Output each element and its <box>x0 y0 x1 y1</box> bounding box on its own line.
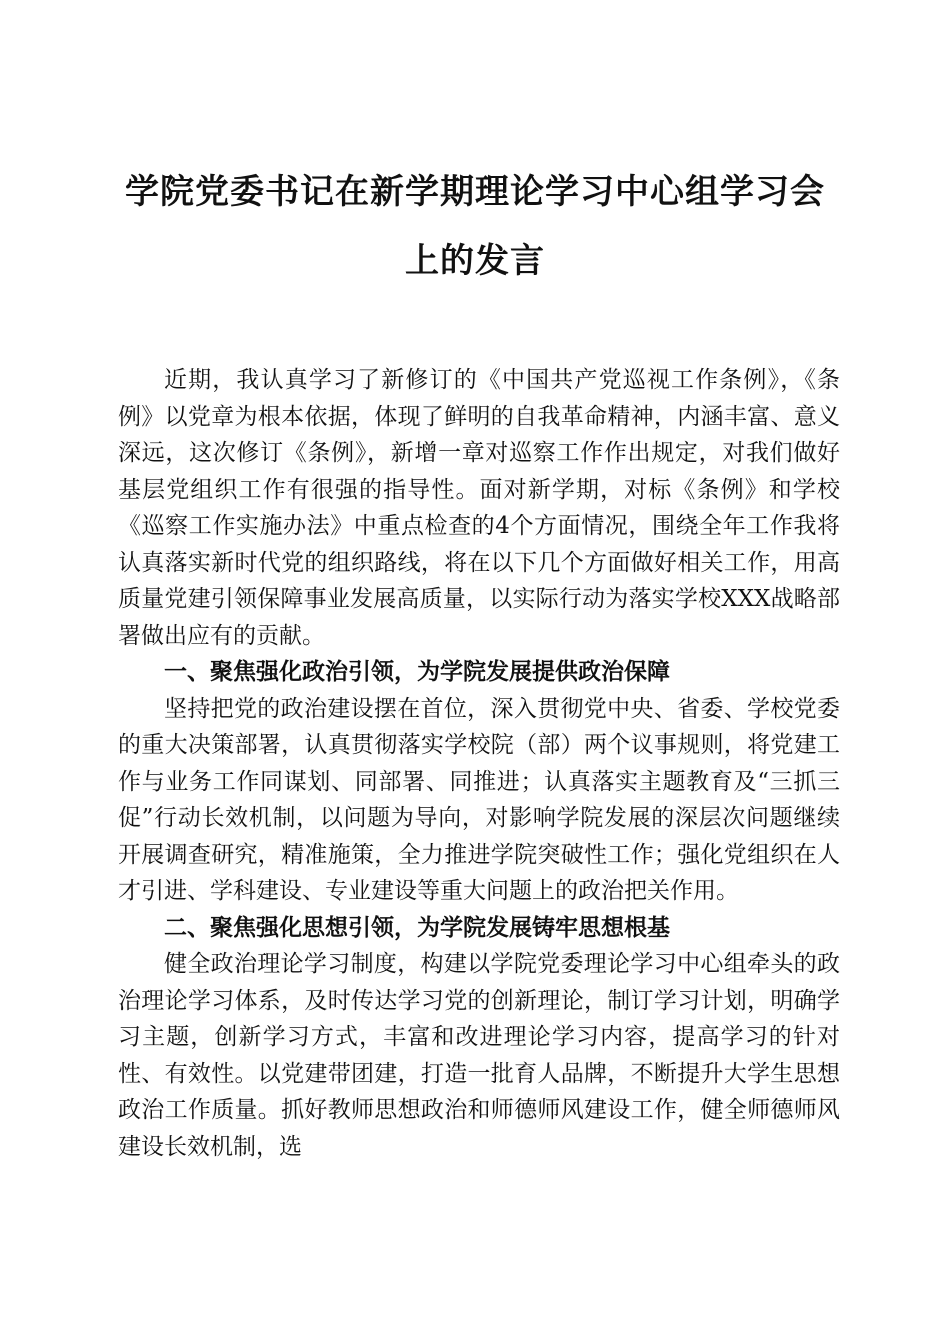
section-2-heading: 二、聚焦强化思想引领，为学院发展铸牢思想根基 <box>164 913 670 941</box>
document-title-line-2: 上的发言 <box>405 241 545 281</box>
section-1-heading: 一、聚焦强化政治引领，为学院发展提供政治保障 <box>164 658 670 685</box>
section-1-paragraph: 坚持把党的政治建设摆在首位，深入贯彻党中央、省委、学校党委的重大决策部署，认真贯彻落实学校院（部）两个议事规则，将党建工作与业务工作同谋划、同部署、同推进；认真落实主题教育及“三抓三促”行动长效机制，以问题为导向，对影响学院发展的深层次问题继续开展调查研究，精准施策，全力推进学院突破性工作；强化党组织在人才引进、学科建设、专业建设等重大问题上的政治把关作用。 <box>118 695 840 904</box>
intro-paragraph: 近期，我认真学习了新修订的《中国共产党巡视工作条例》，《条例》以党章为根本依据，体现了鲜明的自我革命精神，内涵丰富、意义深远，这次修订《条例》，新增一章对巡察工作作出规定，对我们做好基层党组织工作有很强的指导性。面对新学期，对标《条例》和学校《巡察工作实施办法》中重点检查的4个方面情况，围绕全年工作我将认真落实新时代党的组织路线，将在以下几个方面做好相关工作，用高质量党建引领保障事业发展高质量，以实际行动为落实学校XXX战略部署做出应有的贡献。 <box>118 367 840 649</box>
document-body <box>118 362 840 1165</box>
section-2-paragraph: 健全政治理论学习制度，构建以学院党委理论学习中心组牵头的政治理论学习体系，及时传达学习党的创新理论，制订学习计划，明确学习主题，创新学习方式，丰富和改进理论学习内容，提高学习的针对性、有效性。以党建带团建，打造一批育人品牌，不断提升大学生思想政治工作质量。抓好教师思想政治和师德师风建设工作，健全师德师风建设长效机制，选 <box>118 951 840 1160</box>
document-title-line-1: 学院党委书记在新学期理论学习中心组学习会 <box>125 172 825 212</box>
